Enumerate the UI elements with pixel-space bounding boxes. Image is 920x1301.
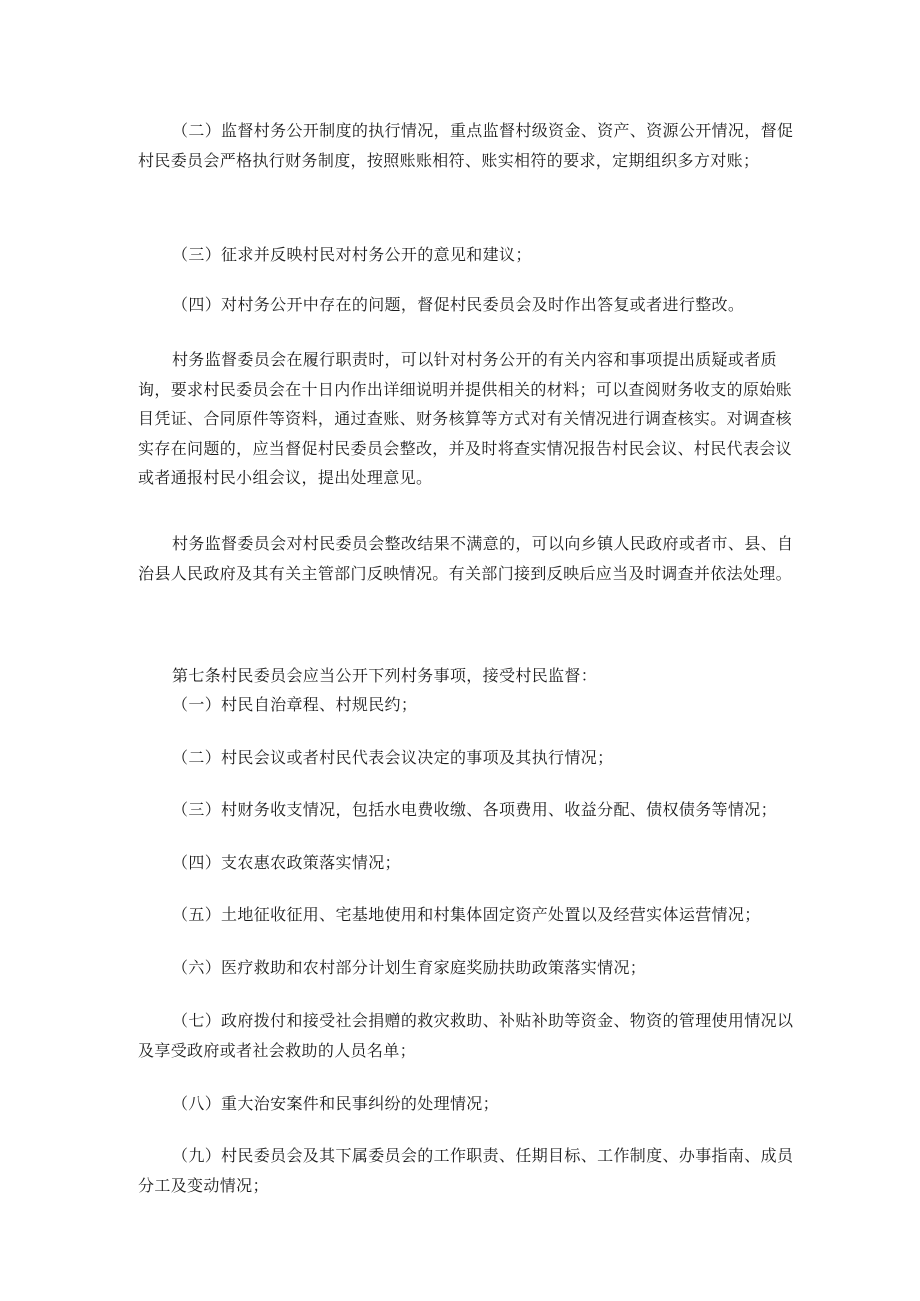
list-item-medical-aid: （六）医疗救助和农村部分计划生育家庭奖励扶助政策落实情况；: [172, 958, 647, 977]
list-item-agri-policy: （四）支农惠农政策落实情况；: [172, 853, 401, 872]
paragraph-urge-rectification: （四）对村务公开中存在的问题，督促村民委员会及时作出答复或者进行整改。: [172, 295, 745, 314]
paragraph-supervise-disclosure: （二）监督村务公开制度的执行情况，重点监督村级资金、资产、资源公开情况，督促村民委员会严格执行财务制度，按照账账相符、账实相符的要求，定期组织多方对账；: [138, 121, 794, 170]
paragraph-dissatisfaction: 村务监督委员会对村民委员会整改结果不满意的，可以向乡镇人民政府或者市、县、自治县人民政府及其有关主管部门反映情况。有关部门接到反映后应当及时调查并依法处理。: [138, 534, 794, 583]
list-item-relief-funds: （七）政府拨付和接受社会捐赠的救灾救助、补贴补助等资金、物资的管理使用情况以及享受政府或者社会救助的人员名单；: [138, 1011, 794, 1060]
list-item-finance: （三）村财务收支情况，包括水电费收缴、各项费用、收益分配、债权债务等情况；: [172, 800, 777, 819]
list-item-meeting-decisions: （二）村民会议或者村民代表会议决定的事项及其执行情况；: [172, 748, 614, 767]
list-item-committee-roles: （九）村民委员会及其下属委员会的工作职责、任期目标、工作制度、办事指南、成员分工及变动情况；: [138, 1146, 794, 1195]
list-item-security-cases: （八）重大治安案件和民事纠纷的处理情况；: [172, 1094, 500, 1113]
paragraph-committee-duties: 村务监督委员会在履行职责时，可以针对村务公开的有关内容和事项提出质疑或者质询，要求村民委员会在十日内作出详细说明并提供相关的材料；可以查阅财务收支的原始账目凭证、合同原件等资料，通过查账、财务核算等方式对有关情况进行调查核实。对调查核实存在问题的，应当督促村民委员会整改，并及时将查实情况报告村民会议、村民代表会议或者通报村民小组会议，提出处理意见。: [138, 350, 793, 487]
paragraph-solicit-opinions: （三）征求并反映村民对村务公开的意见和建议；: [172, 245, 532, 264]
paragraph-article-seven: 第七条村民委员会应当公开下列村务事项，接受村民监督：: [172, 666, 598, 685]
list-item-land-assets: （五）土地征收征用、宅基地使用和村集体固定资产处置以及经营实体运营情况；: [172, 905, 761, 924]
list-item-charter: （一）村民自治章程、村规民约；: [172, 695, 418, 714]
